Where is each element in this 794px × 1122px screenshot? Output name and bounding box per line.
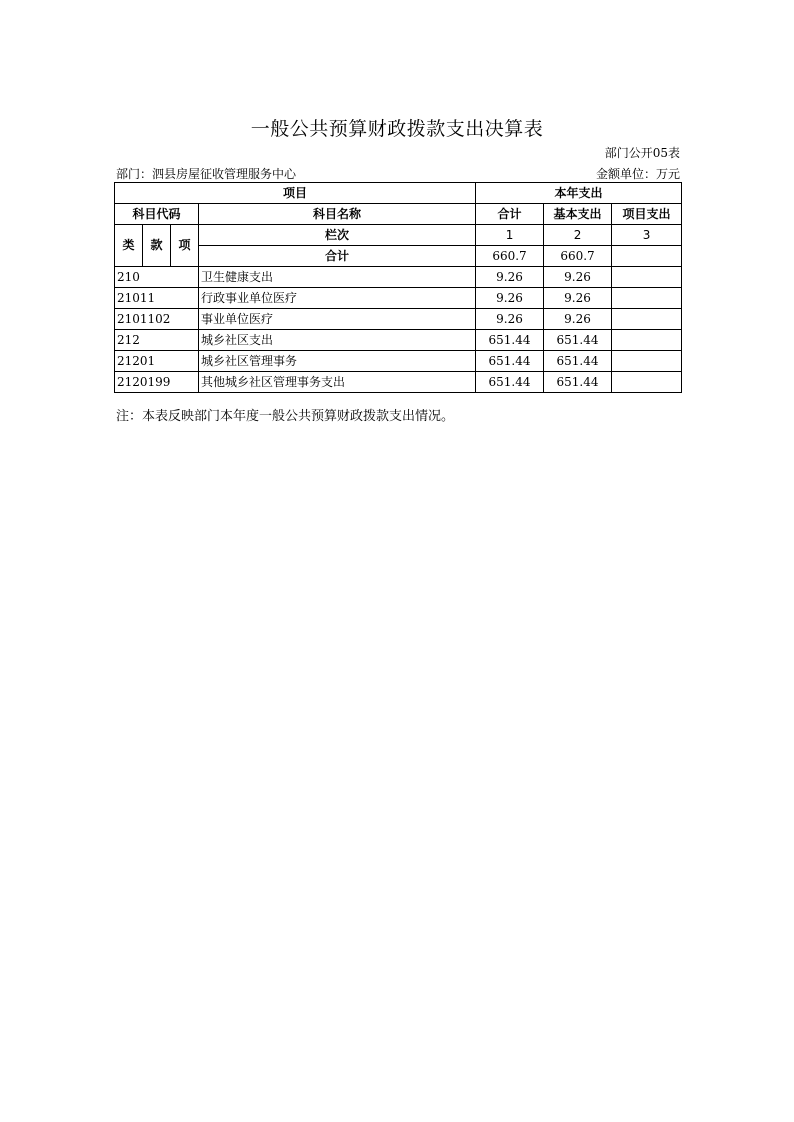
total-row [115, 246, 682, 267]
row-name: 城乡社区管理事务 [199, 351, 476, 372]
total-basic: 660.7 [544, 246, 612, 267]
header-basic-expense: 基本支出 [544, 204, 612, 225]
header-col-3: 3 [612, 225, 682, 246]
table-row [115, 330, 682, 351]
total-amount: 660.7 [476, 246, 544, 267]
row-code: 21201 [115, 351, 199, 372]
row-code: 212 [115, 330, 199, 351]
row-project [612, 372, 682, 393]
row-total: 9.26 [476, 309, 544, 330]
row-code: 21011 [115, 288, 199, 309]
table-row [115, 267, 682, 288]
row-project [612, 288, 682, 309]
row-name: 其他城乡社区管理事务支出 [199, 372, 476, 393]
table-row [115, 309, 682, 330]
row-project [612, 330, 682, 351]
header-subject-name: 科目名称 [199, 204, 476, 225]
total-project [612, 246, 682, 267]
header-project: 项目 [115, 183, 476, 204]
table-row [115, 351, 682, 372]
row-basic: 9.26 [544, 288, 612, 309]
header-project-expense: 项目支出 [612, 204, 682, 225]
row-total: 651.44 [476, 351, 544, 372]
row-name: 事业单位医疗 [199, 309, 476, 330]
header-col-2: 2 [544, 225, 612, 246]
department-label: 部门：泗县房屋征收管理服务中心 [116, 167, 297, 181]
row-total: 651.44 [476, 372, 544, 393]
header-lei: 类 [115, 225, 143, 267]
row-basic: 651.44 [544, 330, 612, 351]
amount-unit-label: 金额单位：万元 [595, 167, 680, 181]
row-basic: 651.44 [544, 372, 612, 393]
header-current-year-expense: 本年支出 [476, 183, 682, 204]
form-number: 部门公开05表 [604, 146, 680, 160]
header-kuan: 款 [143, 225, 171, 267]
header-xiang: 项 [171, 225, 199, 267]
total-label: 合计 [199, 246, 476, 267]
row-code: 2101102 [115, 309, 199, 330]
header-total: 合计 [476, 204, 544, 225]
table-row [115, 288, 682, 309]
row-basic: 9.26 [544, 267, 612, 288]
row-name: 卫生健康支出 [199, 267, 476, 288]
header-row-1 [115, 183, 682, 204]
header-col-1: 1 [476, 225, 544, 246]
row-code: 210 [115, 267, 199, 288]
header-row-2 [115, 204, 682, 225]
page-title: 一般公共预算财政拨款支出决算表 [250, 118, 544, 140]
header-row-3 [115, 225, 682, 246]
row-basic: 9.26 [544, 309, 612, 330]
header-subject-code: 科目代码 [115, 204, 199, 225]
row-name: 行政事业单位医疗 [199, 288, 476, 309]
table-row [115, 372, 682, 393]
row-basic: 651.44 [544, 351, 612, 372]
row-project [612, 351, 682, 372]
row-project [612, 309, 682, 330]
row-project [612, 267, 682, 288]
row-total: 9.26 [476, 267, 544, 288]
header-column-no: 栏次 [199, 225, 476, 246]
row-total: 651.44 [476, 330, 544, 351]
row-total: 9.26 [476, 288, 544, 309]
row-code: 2120199 [115, 372, 199, 393]
row-name: 城乡社区支出 [199, 330, 476, 351]
budget-table [114, 182, 682, 393]
table-note: 注：本表反映部门本年度一般公共预算财政拨款支出情况。 [116, 409, 455, 424]
